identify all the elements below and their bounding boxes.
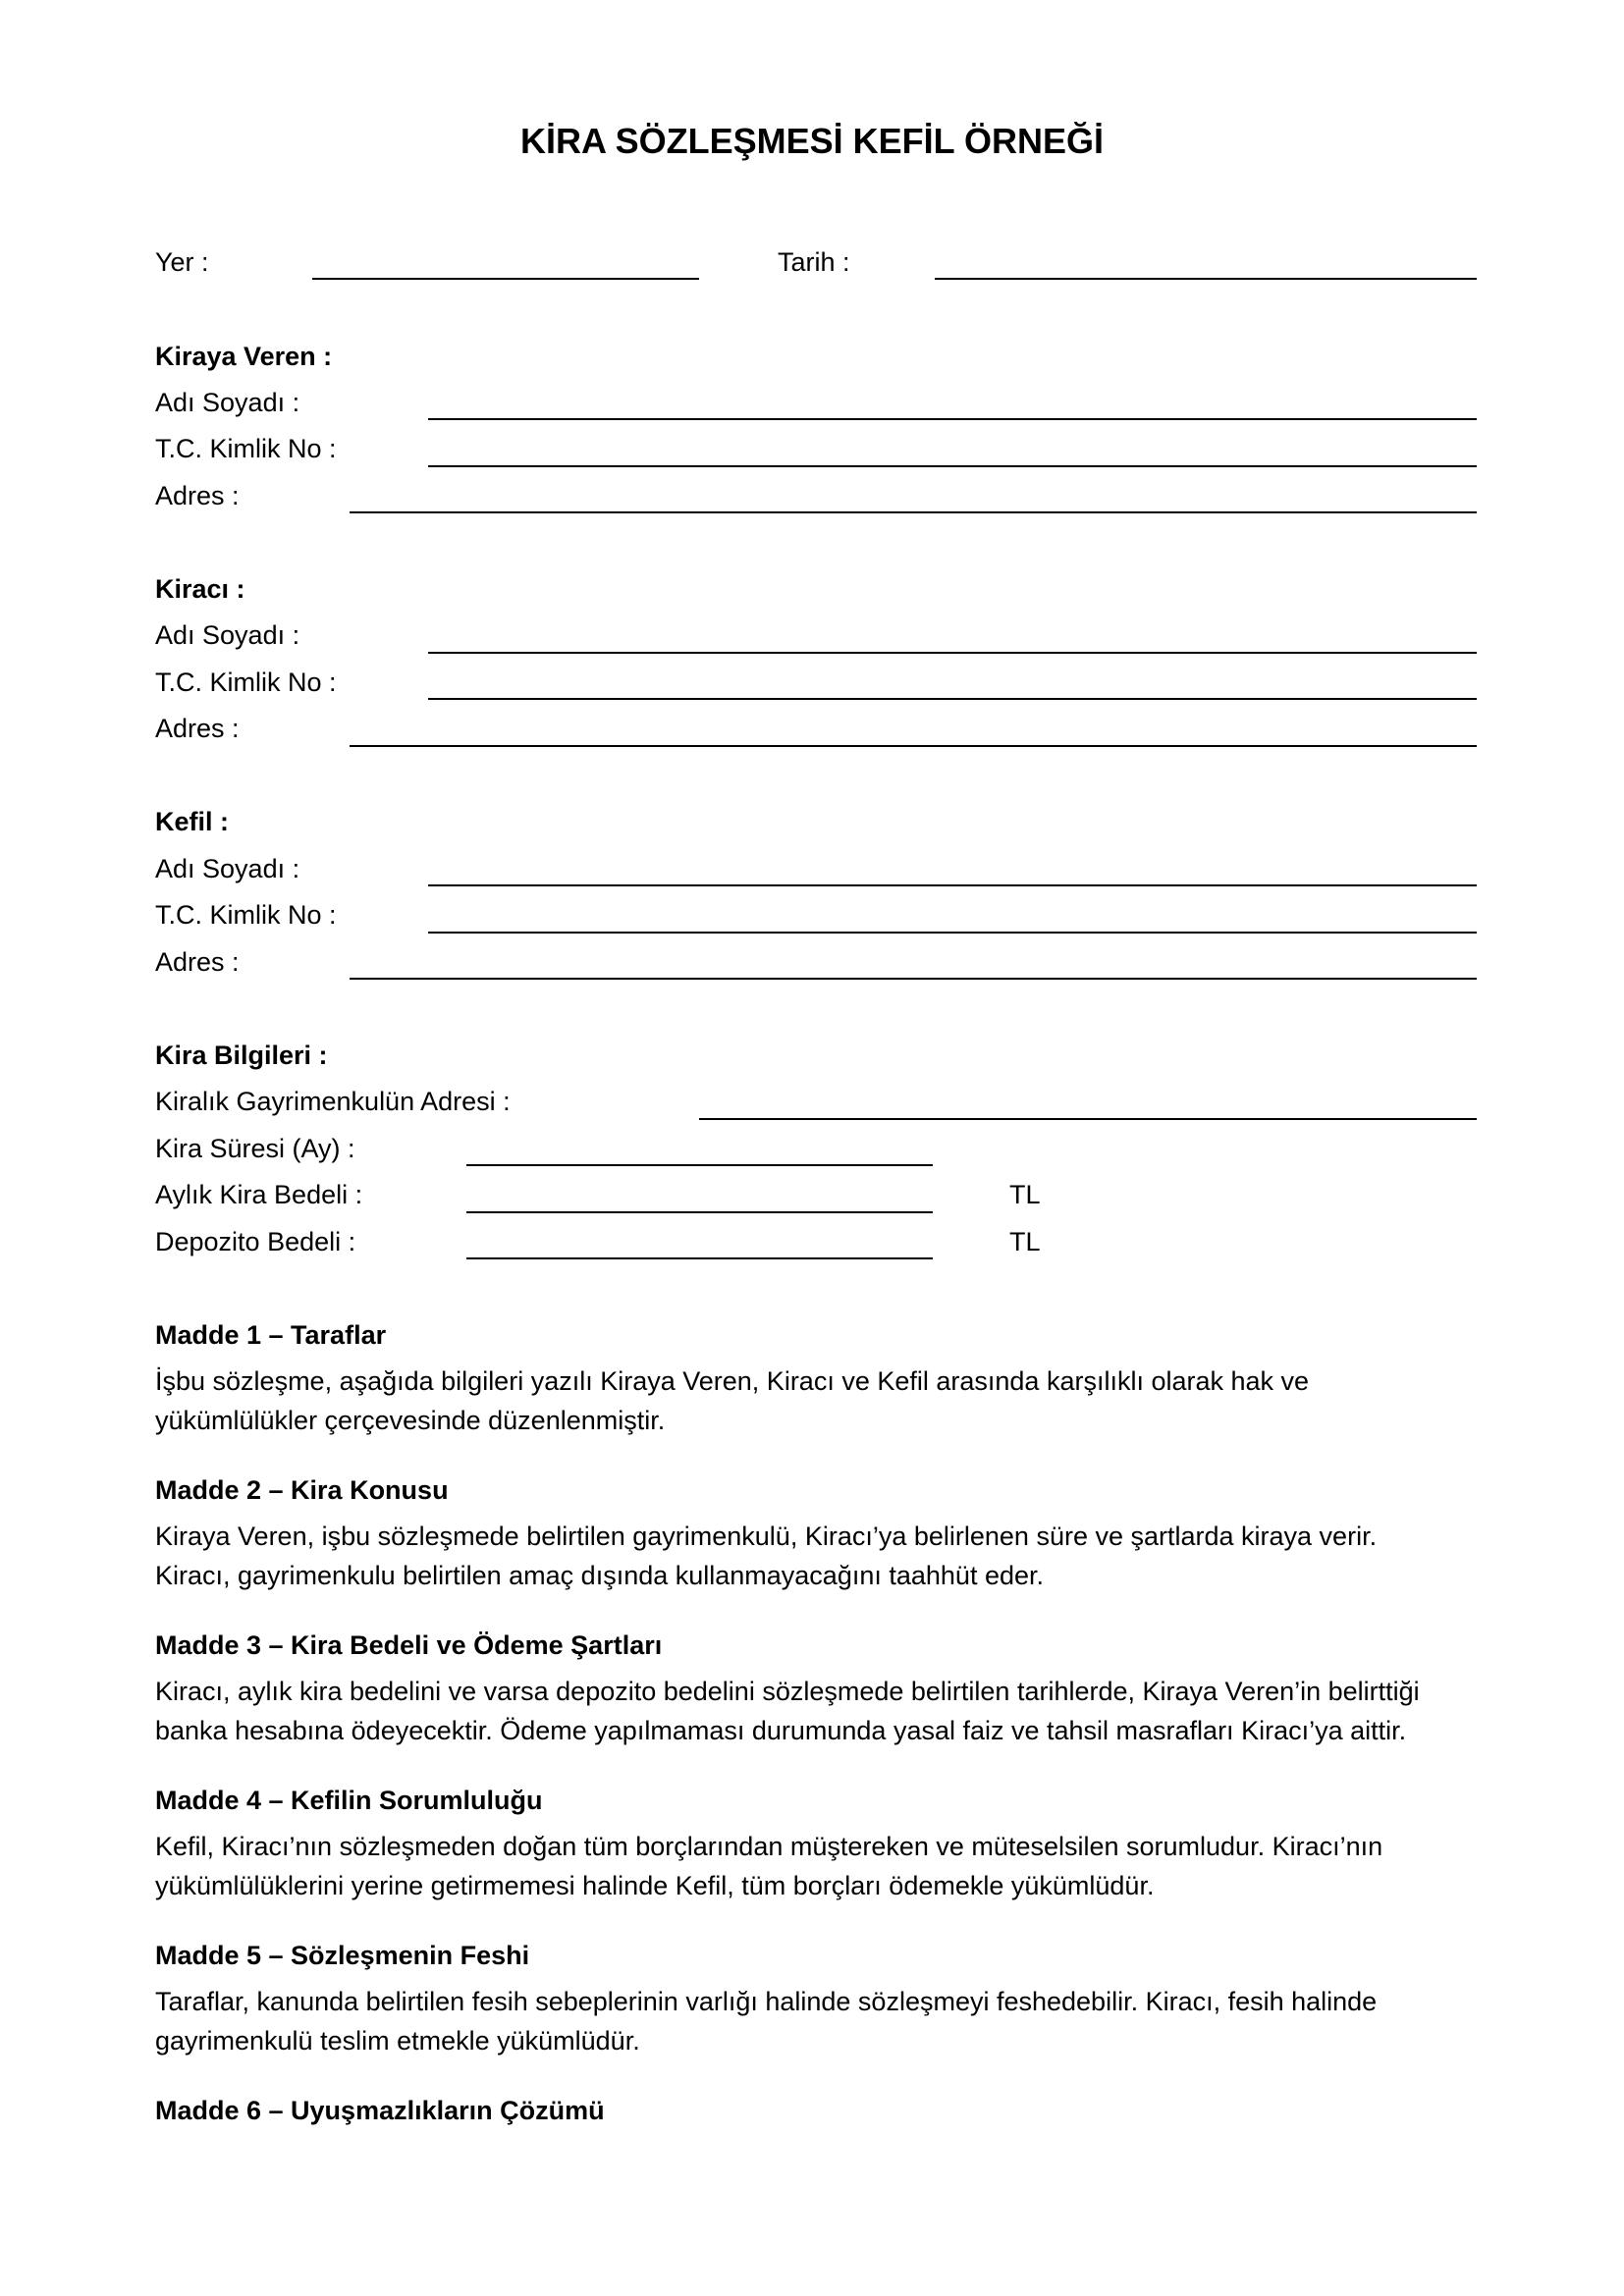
- article-3-line-2: banka hesabına ödeyecektir. Ödeme yapılmaması durumunda yasal faiz ve tahsil masrafları Kiracı’ya aittir.: [155, 1716, 1407, 1745]
- tenant-name-label: Adı Soyadı :: [155, 620, 300, 650]
- article-1-line-1: İşbu sözleşme, aşağıda bilgileri yazılı Kiraya Veren, Kiracı ve Kefil arasında karşılıklı olarak hak ve: [155, 1366, 1310, 1396]
- guarantor-address-field[interactable]: [350, 978, 1477, 980]
- date-label: Tarih :: [778, 247, 850, 277]
- deposit-label: Depozito Bedeli :: [155, 1227, 356, 1256]
- article-3-line-1: Kiracı, aylık kira bedelini ve varsa depozito bedelini sözleşmede belirtilen tarihlerde, Kiraya Veren’in belirttiği: [155, 1677, 1420, 1706]
- guarantor-heading: Kefil :: [155, 807, 230, 836]
- document-title: KİRA SÖZLEŞMESİ KEFİL ÖRNEĞİ: [519, 121, 1105, 161]
- monthly-rent-label: Aylık Kira Bedeli :: [155, 1180, 363, 1209]
- article-4-line-2: yükümlülüklerini yerine getirmemesi halinde Kefil, tüm borçları ödemekle yükümlüdür.: [155, 1871, 1155, 1900]
- tenant-id-field[interactable]: [428, 698, 1477, 700]
- landlord-address-label: Adres :: [155, 481, 240, 510]
- guarantor-id-field[interactable]: [428, 932, 1477, 934]
- article-1-heading: Madde 1 – Taraflar: [155, 1320, 387, 1350]
- duration-label: Kira Süresi (Ay) :: [155, 1134, 355, 1163]
- tenant-address-label: Adres :: [155, 714, 240, 743]
- rent-heading: Kira Bilgileri :: [155, 1041, 328, 1070]
- article-1-line-2: yükümlülükler çerçevesinde düzenlenmiştir.: [155, 1406, 666, 1435]
- article-5-heading: Madde 5 – Sözleşmenin Feshi: [155, 1941, 530, 1970]
- tenant-name-field[interactable]: [428, 652, 1477, 654]
- article-2-heading: Madde 2 – Kira Konusu: [155, 1475, 449, 1505]
- landlord-address-field[interactable]: [350, 511, 1477, 513]
- article-6-heading: Madde 6 – Uyuşmazlıkların Çözümü: [155, 2096, 605, 2125]
- place-field[interactable]: [312, 278, 699, 280]
- property-address-field[interactable]: [699, 1118, 1477, 1120]
- deposit-unit: TL: [1009, 1227, 1041, 1256]
- property-address-label: Kiralık Gayrimenkulün Adresi :: [155, 1087, 511, 1116]
- article-4-heading: Madde 4 – Kefilin Sorumluluğu: [155, 1786, 543, 1815]
- landlord-id-field[interactable]: [428, 465, 1477, 467]
- deposit-field[interactable]: [466, 1257, 933, 1259]
- landlord-name-label: Adı Soyadı :: [155, 388, 300, 417]
- monthly-rent-field[interactable]: [466, 1211, 933, 1213]
- article-5-line-1: Taraflar, kanunda belirtilen fesih sebeplerinin varlığı halinde sözleşmeyi feshedebilir. Kiracı, fesih halinde: [155, 1987, 1378, 2016]
- article-4-line-1: Kefil, Kiracı’nın sözleşmeden doğan tüm borçlarından müştereken ve müteselsilen sorumludur. Kiracı’nın: [155, 1832, 1383, 1861]
- tenant-address-field[interactable]: [350, 745, 1477, 747]
- landlord-id-label: T.C. Kimlik No :: [155, 434, 337, 463]
- place-label: Yer :: [155, 247, 209, 277]
- tenant-heading: Kiracı :: [155, 574, 245, 604]
- guarantor-name-field[interactable]: [428, 884, 1477, 886]
- article-3-heading: Madde 3 – Kira Bedeli ve Ödeme Şartları: [155, 1630, 663, 1660]
- landlord-heading: Kiraya Veren :: [155, 342, 333, 371]
- tenant-id-label: T.C. Kimlik No :: [155, 667, 337, 697]
- guarantor-id-label: T.C. Kimlik No :: [155, 900, 337, 930]
- guarantor-address-label: Adres :: [155, 947, 240, 977]
- article-5-line-2: gayrimenkulü teslim etmekle yükümlüdür.: [155, 2026, 640, 2056]
- article-2-line-2: Kiracı, gayrimenkulu belirtilen amaç dışında kullanmayacağını taahhüt eder.: [155, 1561, 1045, 1590]
- landlord-name-field[interactable]: [428, 418, 1477, 420]
- monthly-rent-unit: TL: [1009, 1180, 1041, 1209]
- article-2-line-1: Kiraya Veren, işbu sözleşmede belirtilen gayrimenkulü, Kiracı’ya belirlenen süre ve şartlarda kiraya verir.: [155, 1522, 1378, 1551]
- date-field[interactable]: [935, 278, 1477, 280]
- guarantor-name-label: Adı Soyadı :: [155, 854, 300, 883]
- duration-field[interactable]: [466, 1164, 933, 1166]
